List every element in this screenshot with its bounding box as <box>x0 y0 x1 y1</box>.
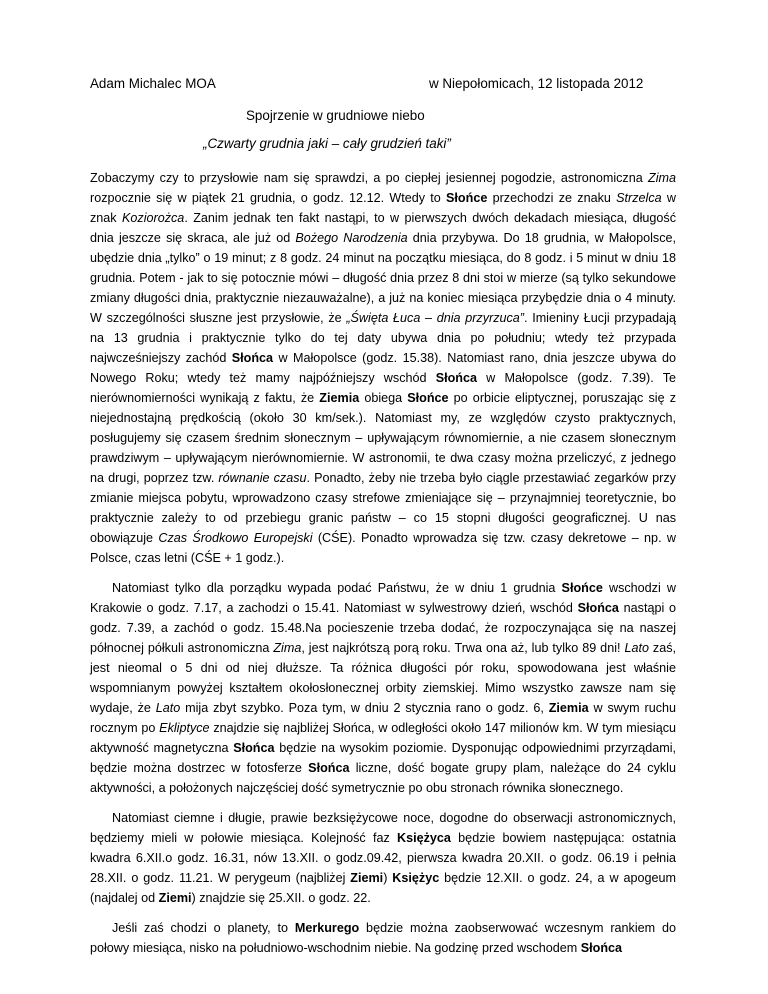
italic-term: Bożego Narodzenia <box>295 231 408 245</box>
bold-term: Ziemi <box>158 891 192 905</box>
bold-term: Słońce <box>407 391 449 405</box>
text-run: . Zanim jednak ten fakt nastąpi, to w pierwszych dwóch dekadach miesiąca, długość dnia jeszcze się skraca, ale już od <box>90 211 676 245</box>
text-run: nastąpi o godz. 7.39, a zachód o godz. 15.48.Na pocieszenie trzeba dodać, że rozpoczynająca się na naszej północnej półkuli astronomiczna <box>90 601 676 655</box>
text-run: Natomiast tylko dla porządku wypada podać Państwu, że w dniu 1 grudnia <box>112 581 562 595</box>
document-title: Spojrzenie w grudniowe niebo <box>246 108 425 123</box>
text-run: . Ponadto, żeby nie trzeba było ciągle przestawiać zegarków przy zmianie miejsca pobytu, wprowadzono czasy strefowe zmieniające się – przynajmniej teoretycznie, bo praktycznie zależy to od przebiegu granic państw – co 15 stopni długości geograficznej. U nas obowiązuje <box>90 471 676 545</box>
bold-term: Słońca <box>308 761 350 775</box>
text-run: liczne, dość bogate grupy plam, należące do 24 cyklu aktywności, a położonych najczęściej dość symetrycznie po obu stronach równika słonecznego. <box>90 761 676 795</box>
text-run: wschodzi w Krakowie o godz. 7.17, a zachodzi o 15.41. Natomiast w sylwestrowy dzień, wschód <box>90 581 676 615</box>
bold-term: Księżyc <box>392 871 440 885</box>
text-run: mija zbyt szybko. Poza tym, w dniu 2 stycznia rano o godz. 6, <box>180 701 549 715</box>
text-run: Zobaczymy czy to przysłowie nam się sprawdzi, a po ciepłej jesiennej pogodzie, astronomiczna <box>90 171 648 185</box>
text-run: zaś, jest nieomal o 5 dni od niej dłuższe. Ta różnica długości pór roku, spowodowana jest właśnie wspomnianym powyżej kształtem okołosłonecznej orbity ziemskiej. Mimo wszystko zawsze nam się wydaje, że <box>90 641 676 715</box>
italic-term: Lato <box>624 641 649 655</box>
place-and-date: w Niepołomicach, 12 listopada 2012 <box>429 76 644 91</box>
text-run: w znak <box>90 191 677 225</box>
bold-term: Księżyca <box>397 831 451 845</box>
text-run: po orbicie eliptycznej, poruszając się z niejednostajną prędkością (około 30 km/sek.). Natomiast my, ze względów czysto praktycznych, posługujemy się czasem średnim słonecznym – upływającym równomiernie, a nie czasem słonecznym prawdziwym – upływającym nierównomiernie. W astronomii, te dwa czasy można przeliczyć, z jednego na drugi, poprzez tzw. <box>90 391 676 485</box>
text-run: ) <box>383 871 393 885</box>
paragraph <box>90 918 676 958</box>
bold-term: Merkurego <box>294 921 360 935</box>
text-run: . Imieniny Łucji przypadają na 13 grudnia i praktycznie tylko do tej daty ubywa dnia po południu; wtedy też przypada najwcześniejszy zachód <box>90 311 676 365</box>
text-run: znajdzie się najbliżej Słońca, w odległości około 147 milionów km. W tym miesiącu aktywność magnetyczna <box>90 721 676 755</box>
bold-term: Słońca <box>580 941 623 955</box>
text-run: dnia przybywa. Do 18 grudnia, w Małopolsce, ubędzie dnia „tylko” o 19 minut; z 8 godz. 24 minut na początku miesiąca, do 8 godz. i 5 minut w dniu 18 grudnia. Potem - jak to się potocznie mówi – długość dnia przez 8 dni stoi w mierze (są tylko sekundowe zmiany długości dnia, praktycznie niezauważalne), a już na koniec miesiąca przybędzie dnia o 4 minuty. W szczególności słuszne jest przysłowie, że <box>90 231 677 325</box>
bold-term: Ziemia <box>548 701 589 715</box>
text-run: będzie na wysokim poziomie. Dysponując odpowiednimi przyrządami, będzie można dostrzec w fotosferze <box>90 741 676 775</box>
text-run: w swym ruchu rocznym po <box>90 701 677 735</box>
bold-term: Słońce <box>446 191 488 205</box>
text-run: rozpocznie się w piątek 21 grudnia, o godz. 12.12. Wtedy to <box>90 191 447 205</box>
bold-term: Słońca <box>231 351 274 365</box>
proverb-quote: „Czwarty grudnia jaki – cały grudzień taki” <box>203 136 451 151</box>
italic-term: Zima <box>273 641 302 655</box>
text-run: będzie można zaobserwować wczesnym rankiem do połowy miesiąca, nisko na południowo-wschodnim niebie. Na godzinę przed wschodem <box>90 921 676 955</box>
bold-term: Słońca <box>233 741 275 755</box>
paragraph <box>90 578 676 798</box>
document-page <box>90 76 676 968</box>
text-run: (CŚE). Ponadto wprowadza się tzw. czasy dekretowe – np. w Polsce, czas letni (CŚE + 1 godz.). <box>90 531 676 565</box>
bold-term: Słońca <box>435 371 477 385</box>
text-run: będzie bowiem następująca: ostatnia kwadra 6.XII.o godz. 16.31, nów 13.XII. o godz.09.42, pierwsza kwadra 20.XII. o godz. 06.19 i pełnia 28.XII. o godz. 11.21. W perygeum (najbliżej <box>90 831 676 885</box>
bold-term: Ziemi <box>350 871 384 885</box>
text-run: obiega <box>359 391 408 405</box>
italic-term: Ekliptyce <box>159 721 210 735</box>
bold-term: Słońca <box>577 601 619 615</box>
italic-term: Zima <box>648 171 676 185</box>
text-run: będzie 12.XII. o godz. 24, a w apogeum (najdalej od <box>90 871 676 905</box>
bold-term: Ziemia <box>319 391 360 405</box>
italic-term: równanie czasu <box>218 471 307 485</box>
text-run: przechodzi ze znaku <box>487 191 617 205</box>
text-run: , jest najkrótszą porą roku. Trwa ona aż, lub tylko 89 dni! <box>301 641 625 655</box>
letter-header <box>90 76 676 98</box>
author-name: Adam Michalec MOA <box>90 76 216 91</box>
paragraph <box>90 808 676 908</box>
bold-term: Słońce <box>561 581 603 595</box>
italic-term: Koziorożca <box>122 211 185 225</box>
text-run: ) znajdzie się 25.XII. o godz. 22. <box>191 891 371 905</box>
paragraph <box>90 168 676 568</box>
text-run: Jeśli zaś chodzi o planety, to <box>112 921 295 935</box>
text-run: w Małopolsce (godz. 7.39). Te nierównomierności wynikają z faktu, że <box>90 371 676 405</box>
italic-term: Lato <box>155 701 181 715</box>
italic-term: „Święta Łuca – dnia przyrzuca” <box>346 311 524 325</box>
italic-term: Czas Środkowo Europejski <box>158 531 313 545</box>
text-run: w Małopolsce (godz. 15.38). Natomiast rano, dnia jeszcze ubywa do Nowego Roku; wtedy też mamy najpóźniejszy wschód <box>90 351 676 385</box>
body-text <box>90 168 676 958</box>
italic-term: Strzelca <box>616 191 662 205</box>
text-run: Natomiast ciemne i długie, prawie bezksiężycowe noce, dogodne do obserwacji astronomicznych, będziemy mieli w połowie miesiąca. Kolejność faz <box>90 811 676 845</box>
